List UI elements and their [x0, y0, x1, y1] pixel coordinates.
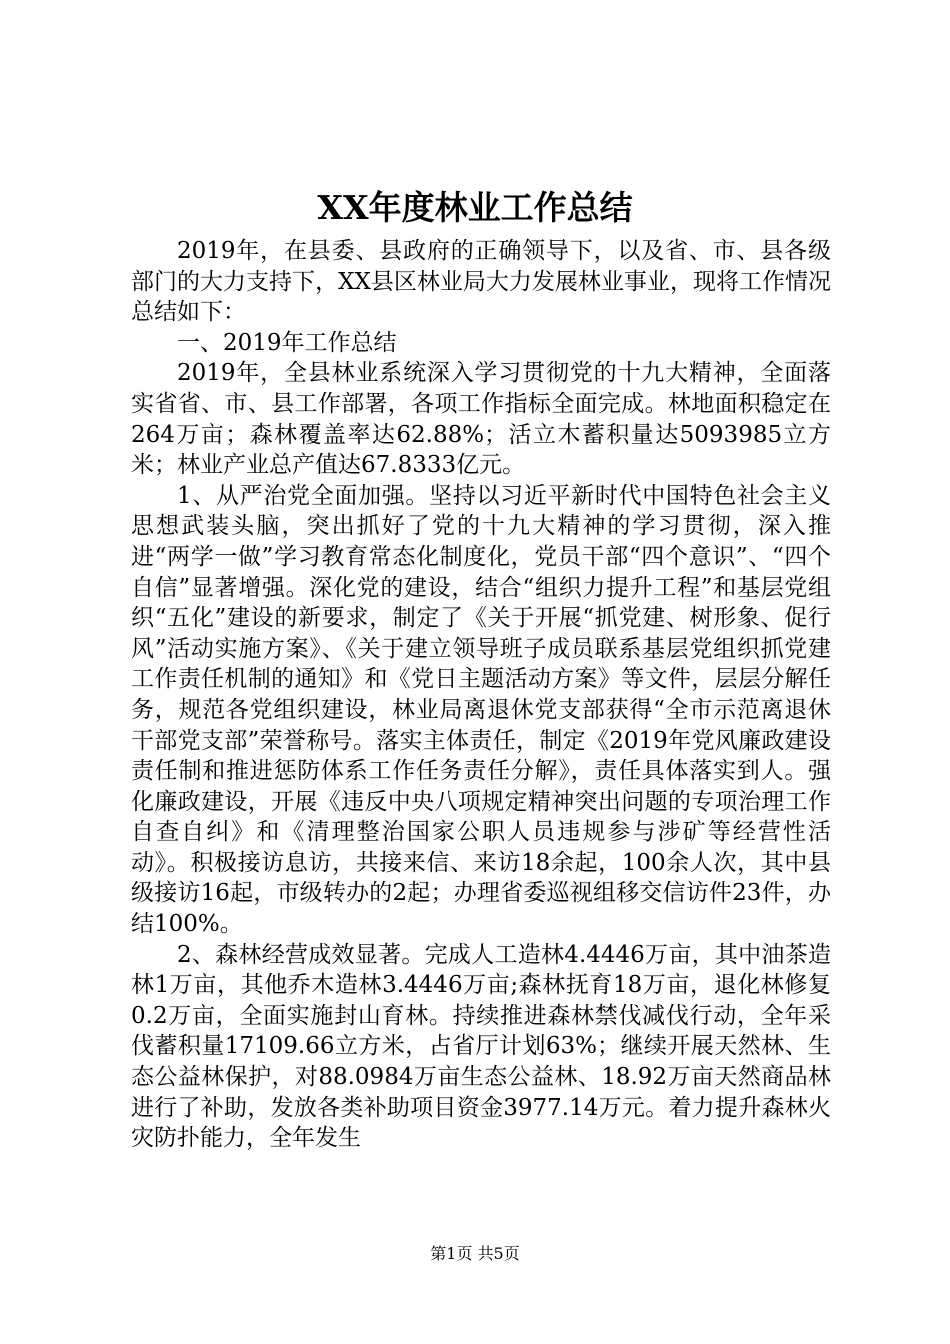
paragraph-forest-management: 2、森林经营成效显著。完成人工造林4.4446万亩，其中油茶造林1万亩，其他乔木造林3.4446万亩;森林抚育18万亩，退化林修复0.2万亩，全面实施封山育林。持续推进森林禁伐减伐行动，全年采伐蓄积量17109.66立方米，占省厅计划63%；继续开展天然林、生态公益林保护，对88.0984万亩生态公益林、18.92万亩天然商品林进行了补助，发放各类补助项目资金3977.14万元。着力提升森林火灾防扑能力，全年发生	[131, 941, 831, 1152]
paragraph-intro: 2019年，在县委、县政府的正确领导下，以及省、市、县各级部门的大力支持下，XX县区林业局大力发展林业事业，现将工作情况总结如下：	[131, 238, 831, 326]
section-heading: 一、2019年工作总结	[177, 329, 397, 356]
document-body	[131, 236, 831, 1154]
paragraph-overview: 2019年，全县林业系统深入学习贯彻党的十九大精神，全面落实省省、市、县工作部署，各项工作指标全面完成。林地面积稳定在264万亩；森林覆盖率达62.88%；活立木蓄积量达5093985立方米；林业产业总产值达67.8333亿元。	[131, 360, 831, 479]
document-title: XX年度林业工作总结	[317, 188, 633, 227]
page-number-footer: 第1页 共5页	[430, 1244, 520, 1263]
paragraph-party-building: 1、从严治党全面加强。坚持以习近平新时代中国特色社会主义思想武装头脑，突出抓好了党的十九大精神的学习贯彻，深入推进“两学一做”学习教育常态化制度化，党员干部“四个意识”、“四个自信”显著增强。深化党的建设，结合“组织力提升工程”和基层党组织“五化”建设的新要求，制定了《关于开展“抓党建、树形象、促行风”活动实施方案》、《关于建立领导班子成员联系基层党组织抓党建工作责任机制的通知》和《党日主题活动方案》等文件，层层分解任务，规范各党组织建设，林业局离退休党支部获得“全市示范离退休干部党支部”荣誉称号。落实主体责任，制定《2019年党风廉政建设责任制和推进惩防体系工作任务责任分解》，责任具体落实到人。强化廉政建设，开展《违反中央八项规定精神突出问题的专项治理工作自查自纠》和《清理整治国家公职人员违规参与涉矿等经营性活动》。积极接访息访，共接来信、来访18余起，100余人次，其中县级接访16起，市级转办的2起；办理省委巡视组移交信访件23件，办结100%。	[131, 482, 831, 938]
